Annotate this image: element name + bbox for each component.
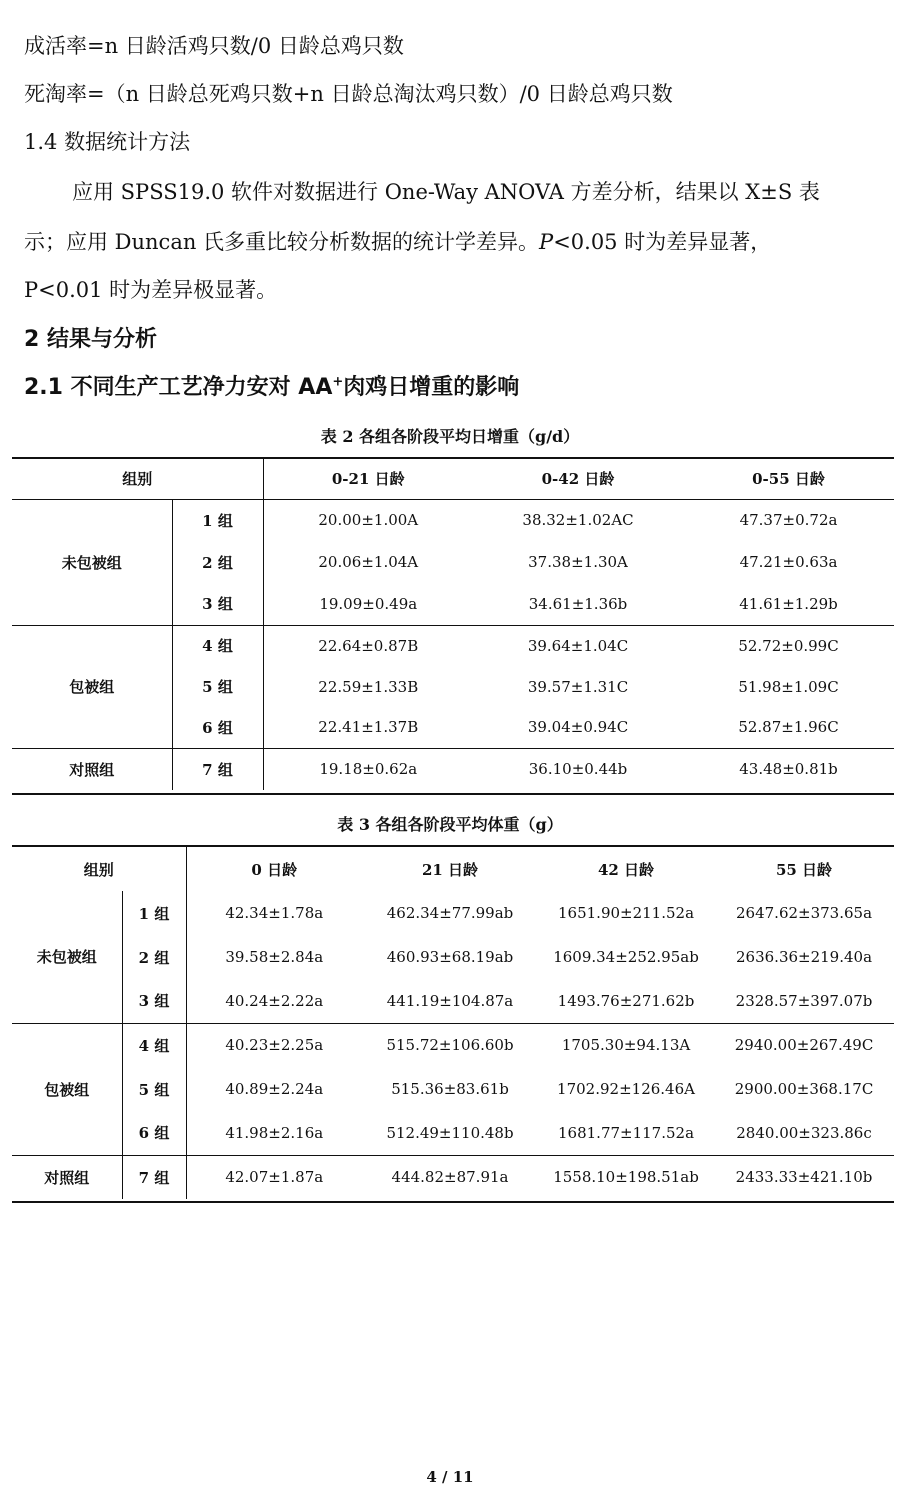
table-row [12,748,894,790]
page-number: 4 / 11 [426,1468,474,1486]
table-row [12,1155,894,1199]
table-cell: 2840.00±323.86c [736,1123,872,1142]
table3-header-col: 42 日龄 [597,860,655,879]
table-cell: 441.19±104.87a [386,991,514,1010]
table3-header-row [12,847,894,891]
table-cell: 34.61±1.36b [528,594,628,613]
table2-subgroup: 2 组 [172,541,263,583]
table-cell: 2636.36±219.40a [736,948,873,966]
table2-group-label: 未包被组 [12,499,172,625]
table3-subgroup: 6 组 [122,1111,186,1155]
table-cell: 2900.00±368.17C [734,1080,874,1098]
table3-subgroup: 2 组 [122,935,186,979]
table3-subgroup: 1 组 [122,891,186,935]
table-row [12,499,894,541]
table-row [12,979,894,1023]
table2-group-label: 包被组 [12,625,172,748]
paragraph-line-1: 应用 SPSS19.0 软件对数据进行 One-Way ANOVA 方差分析，结果以 X±S 表 [72,180,820,204]
table2-header-col: 0-42 日龄 [541,470,615,489]
table-cell: 1702.92±126.46A [557,1080,695,1098]
table3-subgroup: 4 组 [122,1023,186,1067]
formula-survival-rate: 成活率=n 日龄活鸡只数/0 日龄总鸡只数 [24,34,404,58]
table-cell: 1493.76±271.62b [557,991,695,1010]
table-cell: 38.32±1.02AC [522,511,634,530]
table-cell: 22.59±1.33B [318,677,419,696]
table-row [12,625,894,666]
formula-mortality-rate: 死淘率=（n 日龄总死鸡只数+n 日龄总淘汰鸡只数）/0 日龄总鸡只数 [24,82,673,106]
table-cell: 40.23±2.25a [225,1036,324,1055]
section-2-1-post: 肉鸡日增重的影响 [343,375,520,400]
table2-subgroup: 4 组 [172,625,263,666]
table-cell: 51.98±1.09C [738,677,839,696]
section-2-1-pre: 2.1 不同生产工艺净力安对 AA [24,375,333,400]
table-cell: 20.06±1.04A [318,553,419,571]
paragraph-line-2 [24,226,771,256]
table-row [12,891,894,935]
table-cell: 1681.77±117.52a [558,1123,695,1142]
table3-group-label: 未包被组 [12,891,122,1023]
table2-subgroup: 6 组 [172,707,263,748]
table3-subgroup: 3 组 [122,979,186,1023]
table2-subgroup: 1 组 [172,499,263,541]
table-row [12,1067,894,1111]
table-cell: 47.21±0.63a [739,553,838,571]
table-cell: 2328.57±397.07b [735,991,873,1010]
table3-header-col: 21 日龄 [421,860,479,879]
table2-subgroup: 5 组 [172,666,263,707]
section-2-1-heading [24,370,519,401]
table-cell: 22.41±1.37B [318,718,419,737]
table-cell: 41.61±1.29b [739,594,838,613]
table3-bottom-rule [12,1201,894,1203]
table-cell: 1705.30±94.13A [561,1036,691,1055]
section-2-heading: 2 结果与分析 [24,327,157,352]
table3-header-col: 0 日龄 [251,860,298,879]
table3-subgroup: 7 组 [122,1155,186,1199]
table-cell: 462.34±77.99ab [386,904,514,922]
table-cell: 22.64±0.87B [318,636,419,655]
table3-subgroup: 5 组 [122,1067,186,1111]
table-cell: 1651.90±211.52a [558,904,695,922]
table-cell: 52.72±0.99C [738,636,839,655]
table-cell: 1558.10±198.51ab [553,1168,699,1187]
table-row [12,935,894,979]
table-cell: 2433.33±421.10b [735,1168,873,1187]
table-cell: 19.09±0.49a [319,594,418,613]
table3-header-col: 55 日龄 [775,860,833,879]
table-cell: 41.98±2.16a [225,1123,324,1142]
table3-group-label: 包被组 [12,1023,122,1155]
table-cell: 42.07±1.87a [225,1168,324,1187]
table-cell: 1609.34±252.95ab [553,948,699,966]
table-cell: 39.57±1.31C [527,677,629,696]
table-cell: 515.72±106.60b [386,1036,514,1055]
table-cell: 444.82±87.91a [391,1168,509,1187]
table-cell: 42.34±1.78a [225,904,324,922]
table2-bottom-rule [12,793,894,795]
table-cell: 515.36±83.61b [391,1080,509,1098]
table2-caption: 表 2 各组各阶段平均日增重（g/d） [320,427,580,446]
table-cell: 36.10±0.44b [528,760,628,779]
paragraph-line-2-pre: 示；应用 Duncan 氏多重比较分析数据的统计学差异。 [24,230,540,254]
table3-group-label: 对照组 [12,1155,122,1199]
table-cell: 52.87±1.96C [738,718,839,737]
table-cell: 19.18±0.62a [319,760,418,779]
paragraph-line-3: P<0.01 时为差异极显著。 [24,278,278,302]
table-cell: 460.93±68.19ab [386,948,514,966]
table2-group-label: 对照组 [12,748,172,790]
table2-header-row [12,459,894,499]
table2 [12,459,894,790]
table-cell: 37.38±1.30A [528,553,628,571]
table2-header-col: 0-55 日龄 [752,470,825,489]
table-row [12,1023,894,1067]
table-cell: 47.37±0.72a [739,511,838,530]
table3 [12,847,894,1199]
table3-header-group: 组别 [12,847,186,891]
table-cell: 39.58±2.84a [225,948,324,966]
table2-header-group: 组别 [12,459,263,499]
table-cell: 39.04±0.94C [527,718,629,737]
section-1-4-heading: 1.4 数据统计方法 [24,130,191,154]
table-cell: 512.49±110.48b [386,1123,514,1142]
p-value-symbol: P [539,230,554,254]
table-row [12,1111,894,1155]
table-cell: 40.89±2.24a [225,1080,324,1098]
table3-caption: 表 3 各组各阶段平均体重（g） [337,815,563,834]
table-cell: 20.00±1.00A [318,511,419,530]
table2-header-col: 0-21 日龄 [331,470,405,489]
section-2-1-sup: + [332,374,344,390]
table-cell: 40.24±2.22a [225,991,324,1010]
table-cell: 43.48±0.81b [739,760,838,779]
paragraph-line-2-post: <0.05 时为差异显著， [553,230,772,254]
table2-subgroup: 3 组 [172,583,263,625]
table2-subgroup: 7 组 [172,748,263,790]
table-cell: 2647.62±373.65a [736,904,873,922]
table-cell: 39.64±1.04C [527,636,629,655]
table-cell: 2940.00±267.49C [734,1036,874,1055]
